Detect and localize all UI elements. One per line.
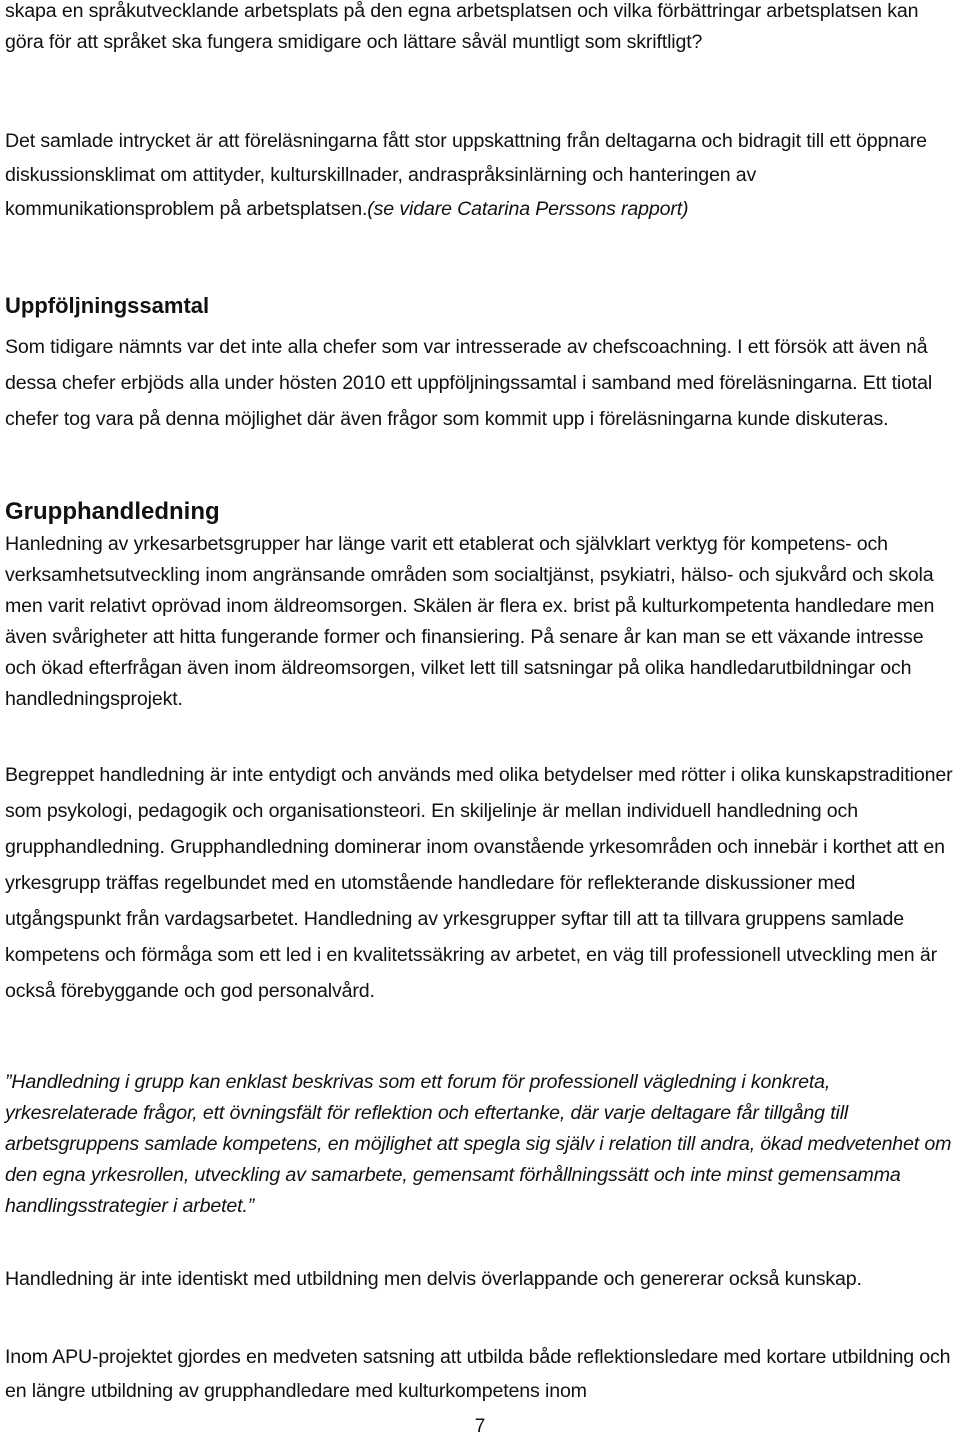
paragraph-begreppet: Begreppet handledning är inte entydigt och används med olika betydelser med rötter i olika kunskapstraditioner som psykologi, pedagogik och organisationsteori. En skiljelinje är mellan individuell handledning och grupphandledning. Grupphandledning dominerar inom ovanstående yrkesområden och innebär i korthet att en yrkesgrupp träffas regelbundet med en utomstående handledare för reflekterande diskussioner med utgångspunkt från vardagsarbetet. Handledning av yrkesgrupper syftar till att ta tillvara gruppens samlade kompetens och förmåga som ett led i en kvalitetssäkring av arbetet, en väg till professionell utveckling men är också förebyggande och god personalvård. bbox=[5, 764, 953, 1002]
paragraph-summary bbox=[5, 124, 957, 226]
page-number: 7 bbox=[474, 1416, 486, 1437]
document-page bbox=[5, 0, 957, 1440]
paragraph-handledning-background: Hanledning av yrkesarbetsgrupper har länge varit ett etablerat och självklart verktyg för kompetens- och verksamhetsutveckling inom angränsande områden som socialtjänst, psykiatri, hälso- och sjukvård och skola men varit relativt oprövad inom äldreomsorgen. Skälen är flera ex. brist på kulturkompetenta handledare men även svårigheter att hitta fungerande former och finansiering. På senare år kan man se ett växande intresse och ökad efterfrågan även inom äldreomsorgen, vilket lett till satsningar på olika handledarutbildningar och handledningsprojekt. bbox=[5, 533, 935, 710]
heading-grupphandledning: Grupphandledning bbox=[5, 498, 220, 525]
paragraph-summary-text: Det samlade intrycket är att föreläsningarna fått stor uppskattning från deltagarna och bidragit till ett öppnare diskussionsklimat om attityder, kulturskillnader, andraspråksinlärning och hanteringen av kommunikationsproblem på arbetsplatsen. bbox=[5, 130, 927, 220]
paragraph-apu-projektet: Inom APU-projektet gjordes en medveten satsning att utbilda både reflektionsledare med kortare utbildning och en längre utbildning av grupphandledare med kulturkompetens inom bbox=[5, 1346, 951, 1402]
paragraph-summary-reference: (se vidare Catarina Perssons rapport) bbox=[367, 198, 689, 220]
quote-handledning: ”Handledning i grupp kan enklast beskrivas som ett forum för professionell vägledning i konkreta, yrkesrelaterade frågor, ett övningsfält för reflektion och eftertanke, där varje deltagare får tillgång till arbetsgruppens samlade kompetens, en möjlighet att spegla sig själv i relation till andra, ökad medvetenhet om den egna yrkesrollen, utveckling av samarbete, gemensamt förhållningssätt och inte minst gemensamma handlingsstrategier i arbetet.” bbox=[5, 1071, 952, 1217]
paragraph-handledning-utbildning: Handledning är inte identiskt med utbildning men delvis överlappande och genererar också kunskap. bbox=[5, 1268, 862, 1290]
paragraph-intro: skapa en språkutvecklande arbetsplats på den egna arbetsplatsen och vilka förbättringar arbetsplatsen kan göra för att språket ska fungera smidigare och lättare såväl muntligt som skriftligt? bbox=[5, 0, 919, 53]
paragraph-uppfoljning: Som tidigare nämnts var det inte alla chefer som var intresserade av chefscoachning. I ett försök att även nå dessa chefer erbjöds alla under hösten 2010 ett uppföljningssamtal i samband med föreläsningarna. Ett tiotal chefer tog vara på denna möjlighet där även frågor som kommit upp i föreläsningarna kunde diskuteras. bbox=[5, 336, 933, 430]
heading-uppfoljningssamtal: Uppföljningssamtal bbox=[5, 293, 210, 318]
